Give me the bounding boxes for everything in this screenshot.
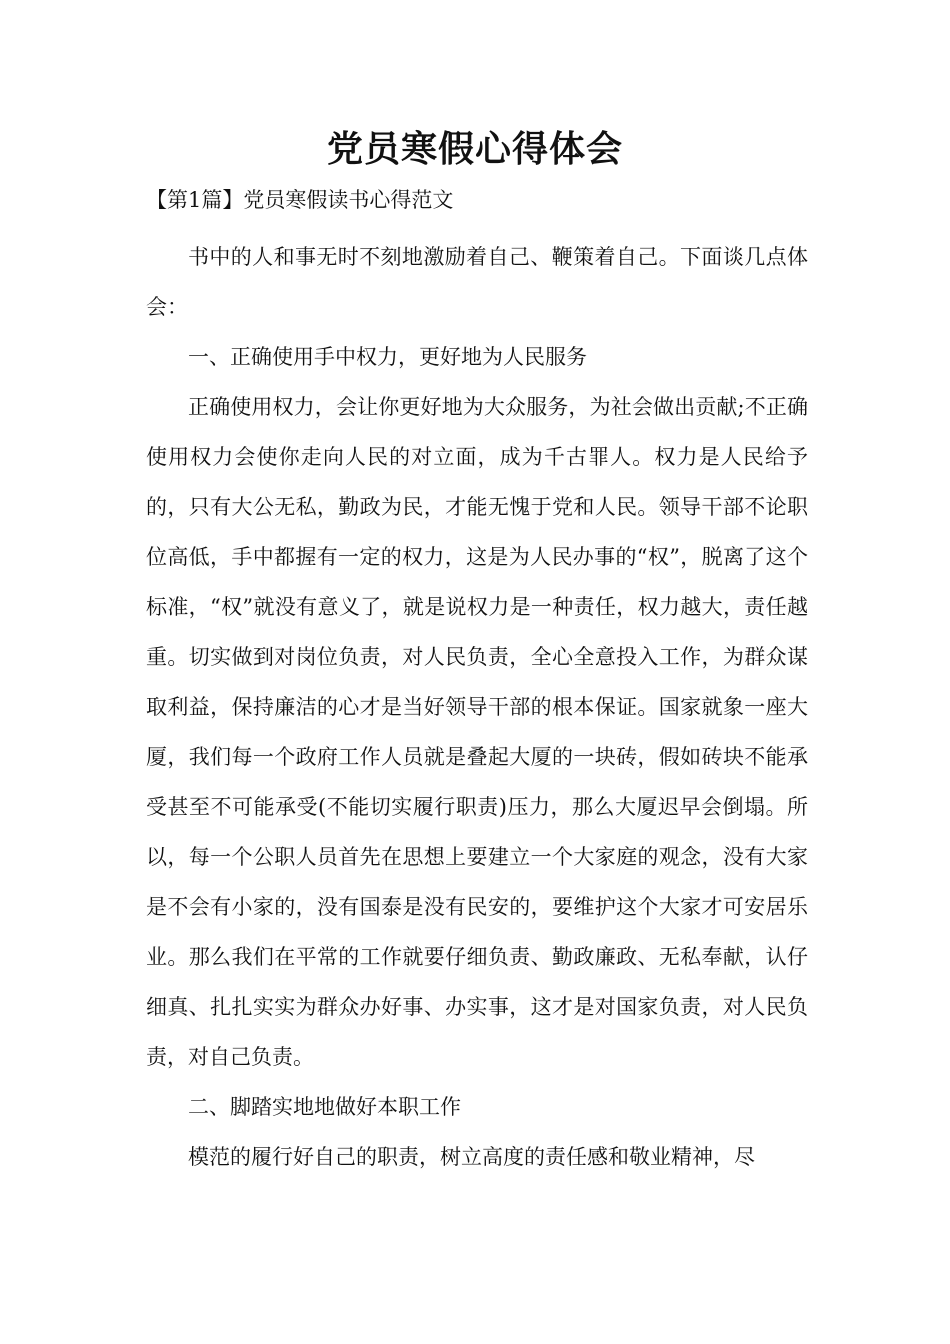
document-title: 党员寒假心得体会 [326, 129, 623, 170]
section-paragraph-2: 模范的履行好自己的职责，树立高度的责任感和敬业精神，尽 [188, 1145, 755, 1169]
section-heading-1: 一、正确使用手中权力，更好地为人民服务 [188, 345, 587, 369]
intro-paragraph: 书中的人和事无时不刻地激励着自己、鞭策着自己。下面谈几点体会： [146, 245, 808, 319]
article-subtitle: 【第1篇】党员寒假读书心得范文 [146, 188, 454, 212]
section-paragraph-1: 正确使用权力，会让你更好地为大众服务，为社会做出贡献;不正确使用权力会使你走向人民的对立面，成为千古罪人。权力是人民给予的，只有大公无私，勤政为民，才能无愧于党和人民。领导干部不论职位高低，手中都握有一定的权力，这是为人民办事的“权”，脱离了这个标准，“权”就没有意义了，就是说权力是一种责任，权力越大，责任越重。切实做到对岗位负责，对人民负责，全心全意投入工作，为群众谋取利益，保持廉洁的心才是当好领导干部的根本保证。国家就象一座大厦，我们每一个政府工作人员就是叠起大厦的一块砖，假如砖块不能承受甚至不可能承受(不能切实履行职责)压力，那么大厦迟早会倒塌。所以，每一个公职人员首先在思想上要建立一个大家庭的观念，没有大家是不会有小家的，没有国泰是没有民安的，要维护这个大家才可安居乐业。那么我们在平常的工作就要仔细负责、勤政廉政、无私奉献，认仔细真、扎扎实实为群众办好事、办实事，这才是对国家负责，对人民负责，对自己负责。 [146, 395, 808, 1069]
document-body [146, 232, 808, 1182]
section-heading-2: 二、脚踏实地地做好本职工作 [188, 1095, 461, 1119]
